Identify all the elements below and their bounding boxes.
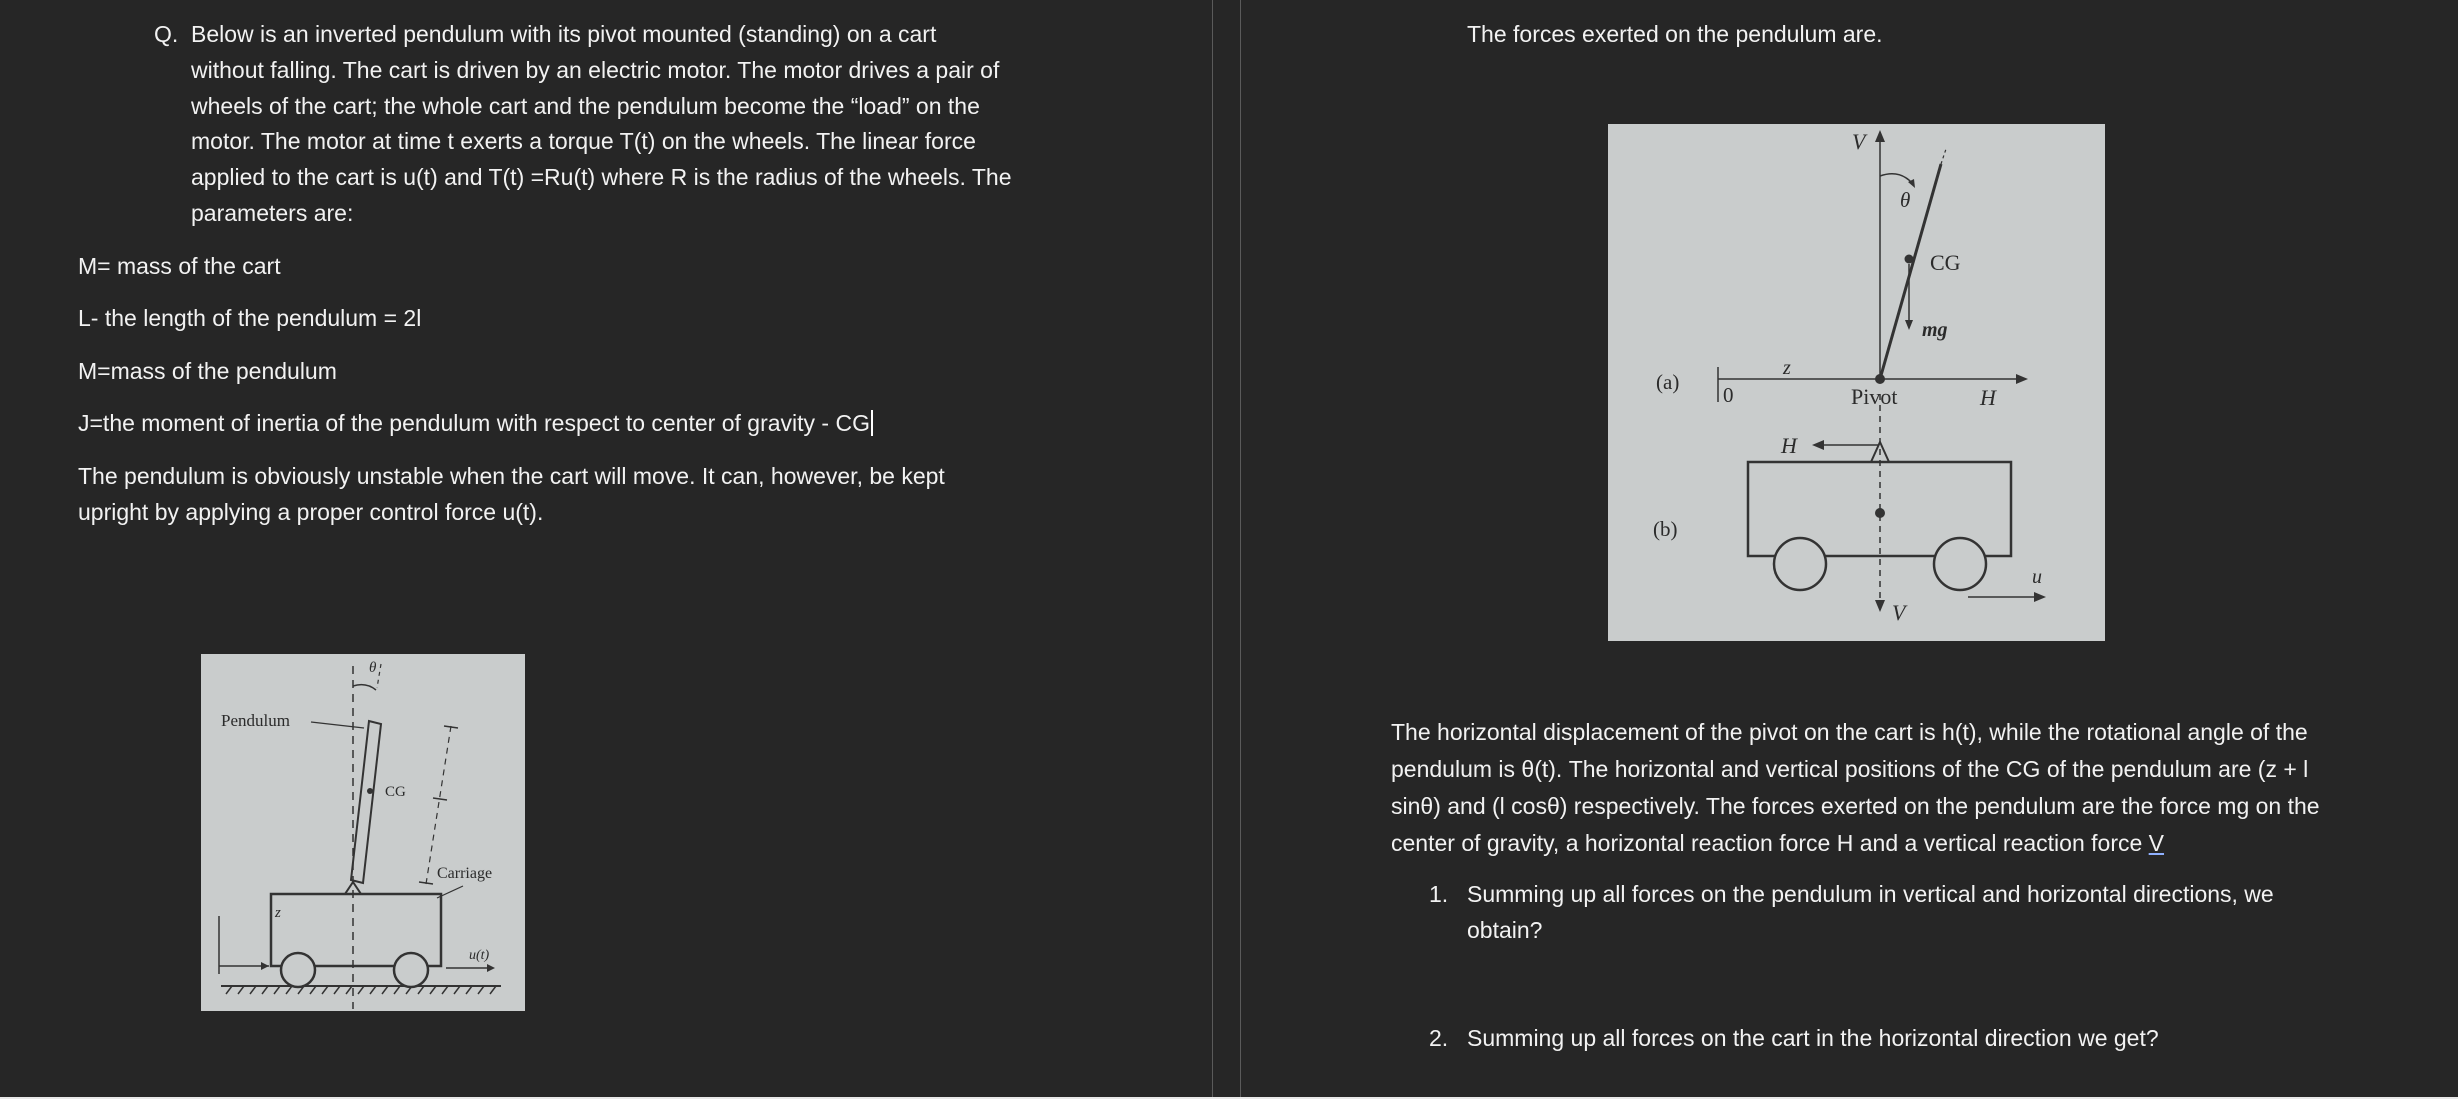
free-body-drawing	[1608, 124, 2105, 641]
label-h-left: H	[1781, 433, 1797, 458]
description-line[interactable]: The horizontal displacement of the pivot on the cart is h(t), while the rotational angle of the	[1391, 719, 2308, 745]
stability-line[interactable]: The pendulum is obviously unstable when the cart will move. It can, however, be kept	[78, 463, 945, 489]
question-2-line[interactable]: Summing up all forces on the cart in the horizontal direction we get?	[1467, 1025, 2159, 1051]
label-a: (a)	[1656, 370, 1680, 394]
label-theta: θ	[1900, 188, 1911, 212]
label-h-right: H	[1980, 385, 1996, 410]
free-body-figure[interactable]	[1608, 124, 2105, 641]
pendulum-cart-drawing	[201, 654, 525, 1011]
right-page	[1241, 0, 2458, 1099]
label-z: z	[275, 905, 281, 921]
label-pivot: Pivot	[1851, 384, 1898, 409]
question-line[interactable]: wheels of the cart; the whole cart and the pendulum become the “load” on the	[191, 93, 980, 119]
param-pendulum-mass[interactable]: M=mass of the pendulum	[78, 358, 337, 384]
param-cart-mass[interactable]: M= mass of the cart	[78, 253, 281, 279]
question-marker: Q.	[154, 21, 179, 47]
question-line[interactable]: applied to the cart is u(t) and T(t) =Ru(t) where R is the radius of the wheels. The	[191, 164, 1012, 190]
param-length[interactable]: L- the length of the pendulum = 2l	[78, 305, 422, 331]
description-line[interactable]: pendulum is θ(t). The horizontal and vertical positions of the CG of the pendulum are (z + l	[1391, 756, 2309, 782]
param-inertia[interactable]	[78, 405, 1078, 441]
label-carriage: Carriage	[437, 865, 493, 882]
question-1-line[interactable]: Summing up all forces on the pendulum in vertical and horizontal directions, we	[1467, 881, 2274, 907]
stability-line[interactable]: upright by applying a proper control force u(t).	[78, 499, 544, 525]
forces-heading[interactable]: The forces exerted on the pendulum are.	[1467, 21, 1883, 47]
description-line[interactable]: sinθ) and (l cosθ) respectively. The forces exerted on the pendulum are the force mg on the	[1391, 793, 2320, 819]
pendulum-cart-figure[interactable]	[201, 654, 525, 1011]
label-b: (b)	[1653, 517, 1678, 541]
question-1-line[interactable]: obtain?	[1467, 917, 1543, 943]
label-cg: CG	[385, 784, 406, 800]
label-u: u	[2032, 566, 2042, 588]
label-zero: 0	[1723, 383, 1734, 407]
spelling-underlined-v[interactable]: V	[2148, 830, 2165, 856]
text-cursor	[871, 410, 873, 436]
question-1-number: 1.	[1429, 881, 1449, 907]
description-last-text: center of gravity, a horizontal reaction force H and a vertical reaction force	[1391, 830, 2149, 856]
label-cg: CG	[1930, 250, 1961, 275]
question-line[interactable]: parameters are:	[191, 200, 354, 226]
question-2-number: 2.	[1429, 1025, 1449, 1051]
label-pendulum: Pendulum	[221, 711, 290, 730]
page-gutter	[1212, 0, 1241, 1099]
description-line[interactable]	[1391, 825, 2451, 861]
question-line[interactable]: Below is an inverted pendulum with its pivot mounted (standing) on a cart	[191, 21, 937, 47]
label-mg: mg	[1922, 319, 1948, 341]
label-v-bottom: V	[1892, 600, 1906, 625]
label-z: z	[1783, 357, 1791, 379]
question-line[interactable]: without falling. The cart is driven by an electric motor. The motor drives a pair of	[191, 57, 1000, 83]
label-u: u(t)	[469, 948, 490, 963]
param-inertia-text: J=the moment of inertia of the pendulum with respect to center of gravity - CG	[78, 410, 870, 436]
question-line[interactable]: motor. The motor at time t exerts a torque T(t) on the wheels. The linear force	[191, 128, 976, 154]
left-page	[0, 0, 1212, 1099]
label-theta: θ	[369, 660, 377, 676]
label-v-top: V	[1852, 129, 1866, 154]
